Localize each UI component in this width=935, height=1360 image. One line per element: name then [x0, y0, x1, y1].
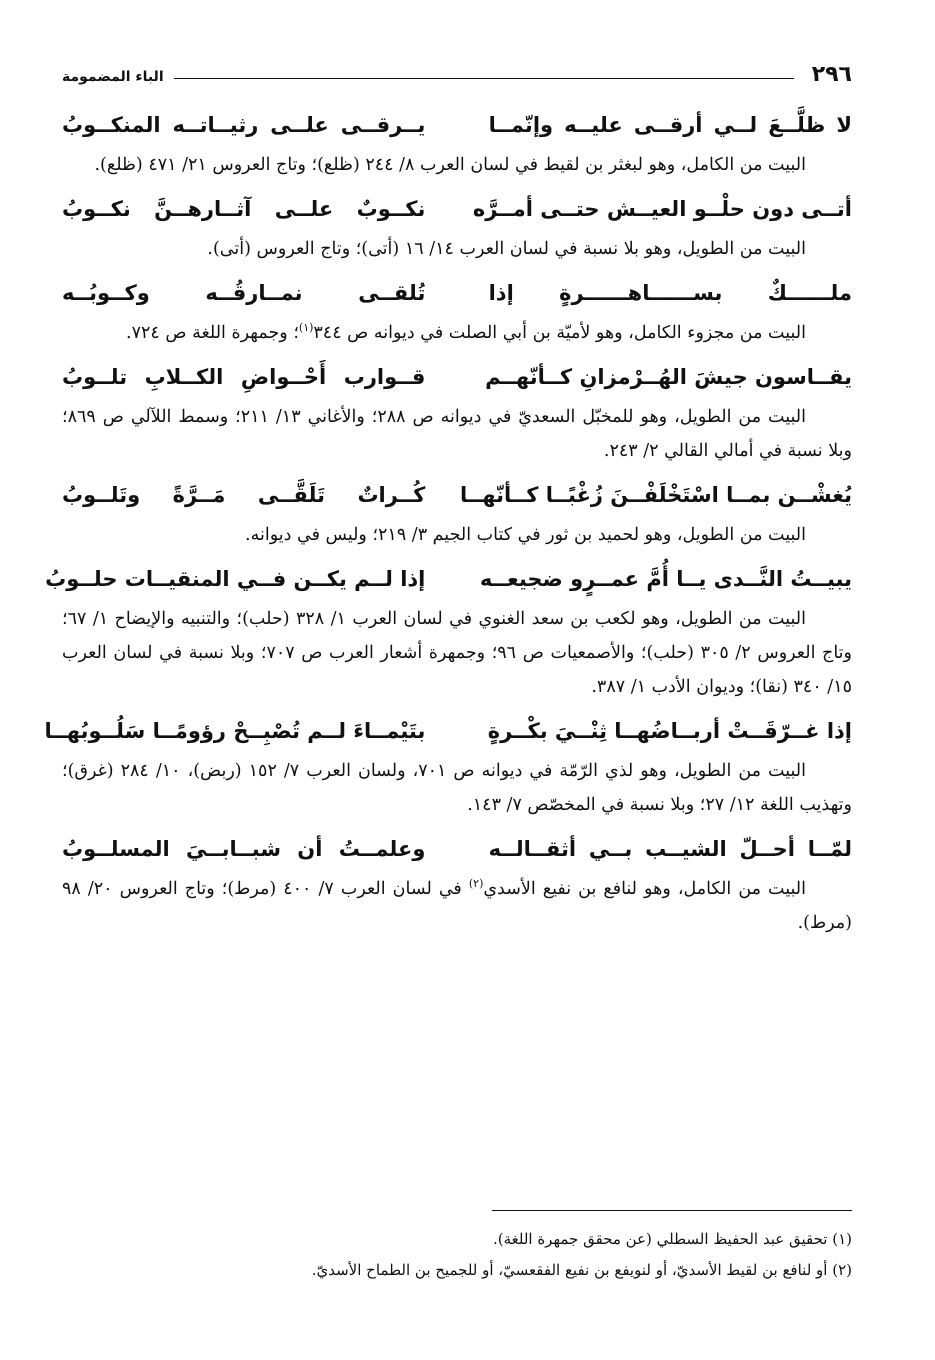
verse-commentary: البيت من الكامل، وهو لبغثر بن لقيط في لسان العرب ٨/ ٢٤٤ (ظلع)؛ وتاج العروس ٢١/ ٤٧١ (ظلع). — [94, 155, 806, 175]
verse-entry — [62, 360, 852, 468]
verse-first-hemistich: يبيــتُ النَّــدى يــا أُمَّ عمــرٍو ضجيعــه — [479, 567, 852, 591]
verse-line — [62, 360, 852, 400]
verse-second-hemistich: قــوارب أَحْــواضِ الكــلابِ تلــوبُ — [62, 365, 426, 389]
verse-entry — [62, 192, 852, 266]
footnote-1: (١) تحقيق عبد الحفيظ السطلي (عن محقق جمهرة اللغة). — [492, 1230, 852, 1248]
footnote-reference[interactable]: (١) — [298, 321, 314, 335]
verse-commentary: البيت من الطويل، وهو للمخبّل السعديّ في ديوانه ص ٢٨٨؛ والأغاني ١٣/ ٢١١؛ وسمط اللآلي ص ٨٦٩؛ وبلا نسبة في أمالي القالي ٢/ ٢٤٣. — [62, 407, 852, 461]
verse-first-hemistich: لا ظلَّــعَ لــي أرقــى عليــه وإنّمــا — [488, 113, 852, 137]
verse-second-hemistich: يــرقــى علــى رثيــاتــه المنكــوبُ — [62, 113, 426, 137]
commentary-text: البيت من مجزوء الكامل، وهو لأميّة بن أبي الصلت في ديوانه ص ٣٤٤ — [313, 323, 806, 343]
verse-second-hemistich: وعلمــتُ أن شبــابــيَ المسلــوبُ — [62, 837, 426, 861]
verse-first-hemistich: لمّــا أحــلّ الشيــب بــي أثقــالــه — [488, 837, 852, 861]
commentary-text: ؛ وجمهرة اللغة ص ٧٢٤. — [126, 323, 299, 343]
verse-second-hemistich: إذا لــم يكــن فــي المنقيــات حلــوبُ — [45, 567, 426, 591]
verse-first-hemistich: أتــى دون حلْــو العيــش حتــى أمــرَّه — [472, 197, 852, 221]
verse-first-hemistich: يُغشْــن بمــا اسْتَخْلَفْــنَ زُغْبًــا كــأنّهــا — [460, 483, 852, 507]
page-header — [62, 50, 852, 86]
verse-first-hemistich: يقــاسون جيشَ الهُــرْمزانِ كــأنّهــم — [485, 365, 852, 389]
commentary-text: في لسان العرب ٧/ ٤٠٠ (مرط)؛ وتاج العروس ٢٠/ ٩٨ (مرط). — [62, 879, 852, 933]
footnote-separator — [492, 1210, 852, 1211]
running-title: الباء المضمومة — [62, 69, 164, 85]
verse-commentary: البيت من الطويل، وهو بلا نسبة في لسان العرب ١٤/ ١٦ (أتى)؛ وتاج العروس (أتى). — [207, 239, 806, 259]
verse-commentary: البيت من الطويل، وهو لذي الرّمّة في ديوانه ص ٧٠١، ولسان العرب ٧/ ١٥٢ (ربض)، ١٠/ ٢٨٤ (غرق)؛ وتهذيب اللغة ١٢/ ٢٧؛ وبلا نسبة في المخصّص ٧/ ١٤٣. — [62, 761, 852, 815]
verse-second-hemistich: كُــراتٌ تَلَقَّــى مَــرَّةً وتَلــوبُ — [62, 483, 426, 507]
verse-first-hemistich: إذا غــرّقَــتْ أربــاضُهــا ثِنْــيَ بكْــرةٍ — [487, 719, 852, 743]
page-number: ٢٩٦ — [811, 62, 852, 87]
verse-commentary: البيت من الطويل، وهو لكعب بن سعد الغنوي في لسان العرب ١/ ٣٢٨ (حلب)؛ والتنبيه والإيضاح ١/ ٦٧؛ وتاج العروس ٢/ ٣٠٥ (حلب)؛ والأصمعيات ص ٩٦؛ وجمهرة أشعار العرب ص ٧٠٧؛ وبلا نسبة في لسان العرب ١٥/ ٣٤٠ (نقا)؛ وديوان الأدب ١/ ٣٨٧. — [62, 609, 853, 697]
verse-entry — [45, 562, 853, 704]
verse-line — [44, 714, 852, 754]
book-page — [44, 50, 853, 1330]
footnote-reference[interactable]: (٢) — [468, 877, 484, 891]
verse-line — [62, 192, 852, 232]
verse-line — [62, 108, 852, 148]
verse-entry — [62, 108, 852, 182]
verse-entry — [44, 714, 852, 822]
verse-line — [45, 562, 852, 602]
verse-commentary — [62, 316, 852, 350]
verse-line — [62, 276, 852, 316]
verse-line — [62, 832, 852, 872]
footnote-2: (٢) أو لنافع بن لقيط الأسديّ، أو لنويفع بن نفيع الفقعسيّ، أو للجميح بن الطماح الأسديّ. — [311, 1261, 852, 1279]
verse-second-hemistich: نكــوبٌ علــى آثــارهــنَّ نكــوبُ — [62, 197, 426, 221]
verse-second-hemistich: تُلقــى نمــارقُــه وكــوبُــه — [62, 281, 426, 305]
verse-entry — [62, 832, 852, 940]
verse-first-hemistich: ملــــــكٌ بســــــاهــــــرةٍ إذا — [488, 281, 852, 305]
verse-commentary: البيت من الطويل، وهو لحميد بن ثور في كتاب الجيم ٣/ ٢١٩؛ وليس في ديوانه. — [245, 525, 806, 545]
commentary-text: البيت من الكامل، وهو لنافع بن نفيع الأسدي — [483, 879, 807, 899]
verse-line — [62, 478, 852, 518]
verse-entry — [62, 478, 852, 552]
verse-commentary — [62, 872, 852, 940]
verse-entries — [44, 108, 853, 940]
verse-entry — [62, 276, 852, 350]
footnotes — [62, 1224, 852, 1286]
header-rule — [174, 78, 794, 79]
verse-second-hemistich: بتَيْمــاءَ لــم تُصْبِــحْ رؤومًــا سَلُــوبُهــا — [44, 719, 426, 743]
